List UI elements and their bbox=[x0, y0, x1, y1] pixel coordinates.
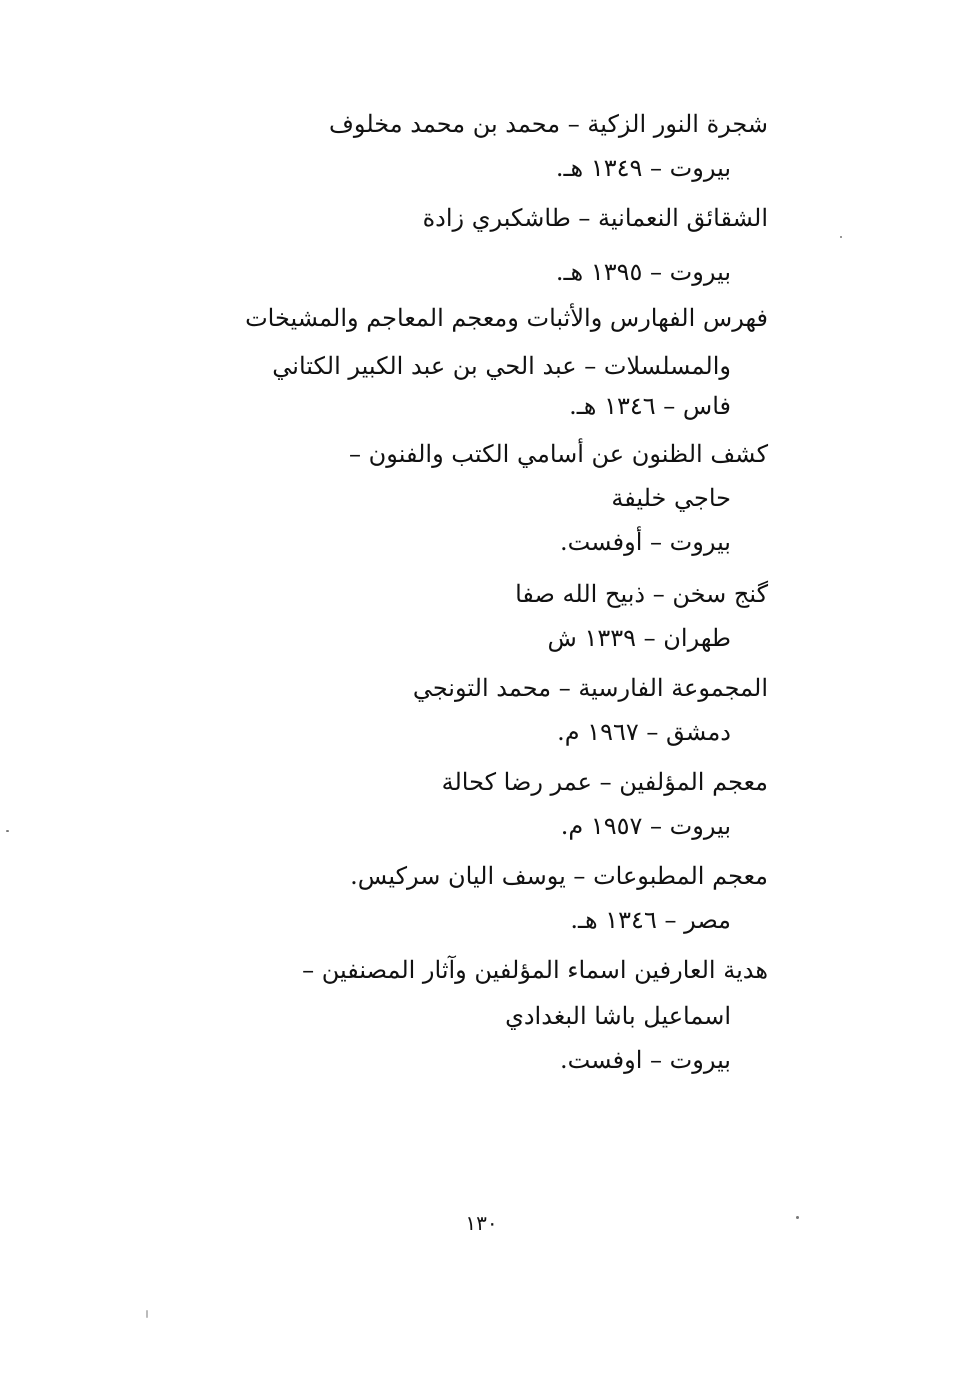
entry-5-title: گنج سخن – ذبيح الله صفا bbox=[515, 580, 768, 608]
entry-9-title: هدية العارفين اسماء المؤلفين وآثار المصنفين – bbox=[302, 956, 768, 984]
entry-5-publication: طهران – ١٣٣٩ ش bbox=[547, 624, 731, 652]
entry-8-title: معجم المطبوعات – يوسف اليان سركيس. bbox=[350, 862, 768, 890]
entry-6-publication: دمشق – ١٩٦٧ م. bbox=[557, 718, 731, 746]
entry-7-publication: بيروت – ١٩٥٧ م. bbox=[560, 812, 731, 840]
entry-4-author: حاجي خليفة bbox=[611, 484, 731, 512]
scan-speck bbox=[840, 236, 842, 238]
entry-1-publication: بيروت – ١٣٤٩ هـ. bbox=[555, 154, 731, 182]
entry-2-publication: بيروت – ١٣٩٥ هـ. bbox=[555, 258, 731, 286]
entry-8-publication: مصر – ١٣٤٦ هـ. bbox=[570, 906, 731, 934]
entry-6-title: المجموعة الفارسية – محمد التونجي bbox=[412, 674, 768, 702]
entry-3-title: فهرس الفهارس والأثبات ومعجم المعاجم والمشيخات bbox=[245, 304, 768, 332]
entry-7-title: معجم المؤلفين – عمر رضا كحالة bbox=[441, 768, 768, 796]
entry-2-title: الشقائق النعمانية – طاشكبري زادة bbox=[422, 204, 768, 232]
entry-9-publication: بيروت – اوفست. bbox=[560, 1046, 731, 1074]
entry-4-title: كشف الظنون عن أسامي الكتب والفنون – bbox=[349, 440, 768, 468]
entry-4-publication: بيروت – أوفست. bbox=[560, 528, 731, 556]
scan-speck bbox=[6, 830, 9, 832]
page-number: ١٣٠ bbox=[465, 1211, 498, 1235]
entry-9-author: اسماعيل باشا البغدادي bbox=[505, 1002, 731, 1030]
entry-3-author: والمسلسلات – عبد الحي بن عبد الكبير الكتاني bbox=[272, 352, 731, 380]
entry-3-publication: فاس – ١٣٤٦ هـ. bbox=[569, 392, 731, 420]
entry-1-title: شجرة النور الزكية – محمد بن محمد مخلوف bbox=[329, 110, 768, 138]
scan-speck bbox=[146, 1310, 148, 1318]
scan-speck bbox=[796, 1216, 799, 1219]
